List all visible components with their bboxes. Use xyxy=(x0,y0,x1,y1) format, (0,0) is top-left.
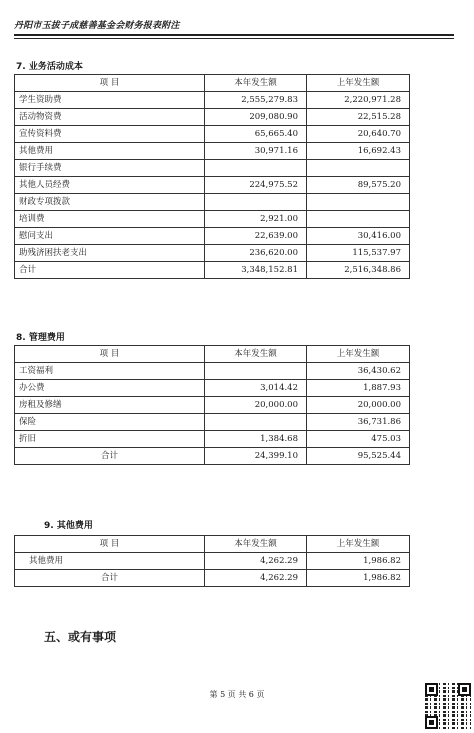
row-item-name: 学生资助费 xyxy=(15,92,205,109)
row-item-name: 助残济困扶老支出 xyxy=(15,245,205,262)
table-row xyxy=(15,262,410,279)
col-header-item: 项 目 xyxy=(15,75,205,92)
row-item-name: 其他人员经费 xyxy=(15,177,205,194)
row-previous-year xyxy=(307,194,410,211)
row-item-name: 宣传资料费 xyxy=(15,126,205,143)
row-item-name: 房租及修缮 xyxy=(15,397,205,414)
row-current-year xyxy=(205,194,307,211)
row-current-year: 2,921.00 xyxy=(205,211,307,228)
col-header-previous-year: 上年发生额 xyxy=(307,346,410,363)
table-row xyxy=(15,397,410,414)
row-previous-year: 475.03 xyxy=(307,431,410,448)
row-current-year: 22,639.00 xyxy=(205,228,307,245)
row-previous-year: 1,986.82 xyxy=(307,553,410,570)
table-row xyxy=(15,143,410,160)
row-previous-year: 115,537.97 xyxy=(307,245,410,262)
page-number: 第 5 页 共 6 页 xyxy=(209,690,265,699)
document-header: 丹阳市玉拔子成慈善基金会财务报表附注 xyxy=(14,18,454,36)
row-item-name: 活动物资费 xyxy=(15,109,205,126)
table-total-row xyxy=(15,570,410,587)
total-previous-year: 95,525.44 xyxy=(307,448,410,465)
qr-code-finder-patterns xyxy=(425,683,471,729)
total-label: 合计 xyxy=(15,448,205,465)
management-cost-table xyxy=(14,345,410,465)
total-current-year: 24,399.10 xyxy=(205,448,307,465)
table-row xyxy=(15,431,410,448)
table-header-row xyxy=(15,536,410,553)
row-previous-year: 36,731.86 xyxy=(307,414,410,431)
section-9-title: 9. 其他费用 xyxy=(44,521,93,531)
row-item-name: 财政专项拨款 xyxy=(15,194,205,211)
row-previous-year: 30,416.00 xyxy=(307,228,410,245)
row-current-year: 20,000.00 xyxy=(205,397,307,414)
row-current-year: 65,665.40 xyxy=(205,126,307,143)
table-row xyxy=(15,177,410,194)
table-row xyxy=(15,160,410,177)
row-previous-year: 20,000.00 xyxy=(307,397,410,414)
row-item-name: 合计 xyxy=(15,262,205,279)
table-row xyxy=(15,414,410,431)
table-row xyxy=(15,553,410,570)
other-cost-table xyxy=(14,535,410,587)
row-current-year: 2,555,279.83 xyxy=(205,92,307,109)
table-row xyxy=(15,126,410,143)
section-5-title: 五、或有事项 xyxy=(44,630,117,644)
row-previous-year: 16,692.43 xyxy=(307,143,410,160)
row-current-year xyxy=(205,414,307,431)
table-header-row xyxy=(15,346,410,363)
table-row xyxy=(15,228,410,245)
total-previous-year: 1,986.82 xyxy=(307,570,410,587)
total-label: 合计 xyxy=(15,570,205,587)
row-previous-year: 89,575.20 xyxy=(307,177,410,194)
row-current-year: 224,975.52 xyxy=(205,177,307,194)
row-item-name: 折旧 xyxy=(15,431,205,448)
row-item-name: 其他费用 xyxy=(15,553,205,570)
col-header-current-year: 本年发生额 xyxy=(205,346,307,363)
row-current-year: 30,971.16 xyxy=(205,143,307,160)
table-header-row xyxy=(15,75,410,92)
row-current-year: 209,080.90 xyxy=(205,109,307,126)
row-item-name: 银行手续费 xyxy=(15,160,205,177)
row-previous-year: 2,220,971.28 xyxy=(307,92,410,109)
col-header-previous-year: 上年发生额 xyxy=(307,536,410,553)
row-item-name: 慰问支出 xyxy=(15,228,205,245)
row-previous-year: 2,516,348.86 xyxy=(307,262,410,279)
table-row xyxy=(15,194,410,211)
row-previous-year xyxy=(307,211,410,228)
col-header-item: 项 目 xyxy=(15,536,205,553)
row-current-year: 3,014.42 xyxy=(205,380,307,397)
table-row xyxy=(15,92,410,109)
col-header-current-year: 本年发生额 xyxy=(205,75,307,92)
row-previous-year xyxy=(307,160,410,177)
table-row xyxy=(15,109,410,126)
table-total-row xyxy=(15,448,410,465)
table-row xyxy=(15,380,410,397)
row-item-name: 其他费用 xyxy=(15,143,205,160)
section-8-title: 8. 管理费用 xyxy=(16,333,65,343)
row-previous-year: 20,640.70 xyxy=(307,126,410,143)
table-row xyxy=(15,211,410,228)
row-item-name: 保险 xyxy=(15,414,205,431)
row-item-name: 工资福利 xyxy=(15,363,205,380)
col-header-current-year: 本年发生额 xyxy=(205,536,307,553)
business-cost-table xyxy=(14,74,410,279)
row-current-year xyxy=(205,160,307,177)
table-row xyxy=(15,245,410,262)
row-previous-year: 1,887.93 xyxy=(307,380,410,397)
col-header-previous-year: 上年发生额 xyxy=(307,75,410,92)
row-current-year: 236,620.00 xyxy=(205,245,307,262)
row-current-year: 1,384.68 xyxy=(205,431,307,448)
section-7-title: 7. 业务活动成本 xyxy=(16,62,83,72)
table-row xyxy=(15,363,410,380)
row-item-name: 培训费 xyxy=(15,211,205,228)
row-item-name: 办公费 xyxy=(15,380,205,397)
col-header-item: 项 目 xyxy=(15,346,205,363)
row-previous-year: 22,515.28 xyxy=(307,109,410,126)
total-current-year: 4,262.29 xyxy=(205,570,307,587)
row-current-year: 4,262.29 xyxy=(205,553,307,570)
row-current-year xyxy=(205,363,307,380)
row-previous-year: 36,430.62 xyxy=(307,363,410,380)
row-current-year: 3,348,152.81 xyxy=(205,262,307,279)
